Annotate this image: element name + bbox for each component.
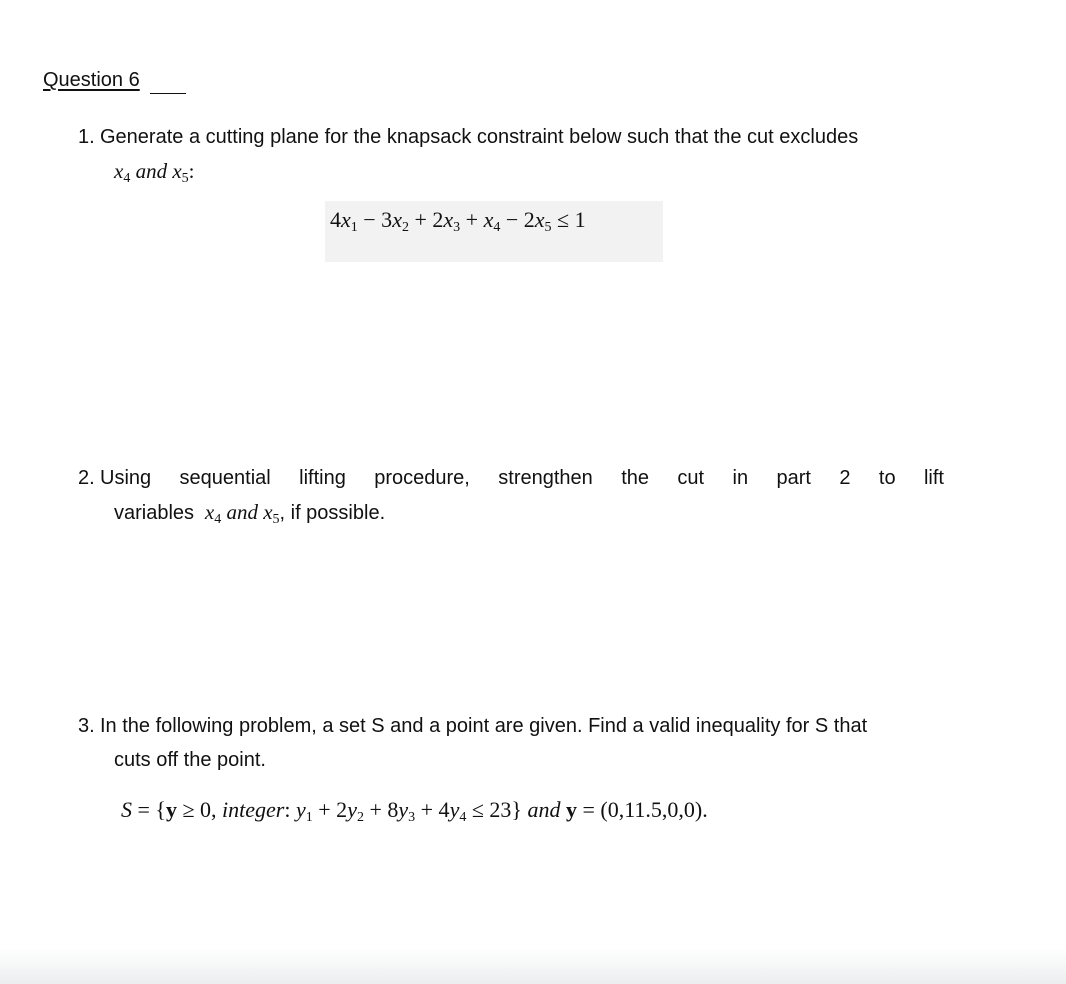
q2-line2-prefix: variables (114, 502, 195, 524)
q2-text-line1: Using sequential lifting procedure, strengthen the cut in part 2 to lift (100, 467, 944, 489)
page-bottom-shade (0, 948, 1066, 984)
q2-variables: $x_4$ and $x_5$ (204, 500, 280, 527)
q2-number: 2. (78, 467, 95, 489)
q1-text: Generate a cutting plane for the knapsack constraint below such that the cut excludes (100, 126, 859, 148)
knapsack-constraint-box (325, 201, 663, 262)
question-heading: Question 6 (43, 69, 140, 91)
q2-line2-suffix: , if possible. (279, 502, 386, 524)
q1-vars-suffix: : (188, 159, 195, 183)
q3-text-line1: In the following problem, a set S and a point are given. Find a valid inequality for S that (100, 715, 868, 737)
heading-underline-rule (150, 93, 186, 94)
q2-text-line2 (114, 499, 385, 526)
knapsack-constraint: $4x_1 - 3x_2 + 2x_3 + x_4 - 2x_5 \le 1$ (330, 207, 586, 235)
q3-set-expression: S = {y ≥ 0, integer: $y_1 + 2y_2 + 8y_3 + 4y_4 \le 23$} and y = (0,11.5,0,0). (121, 797, 708, 825)
q3-number: 3. (78, 715, 95, 737)
q1-number: 1. (78, 126, 95, 148)
q1-variables: $x_4$ and $x_5$: (114, 159, 195, 186)
q3-text-line2: cuts off the point. (114, 749, 266, 771)
